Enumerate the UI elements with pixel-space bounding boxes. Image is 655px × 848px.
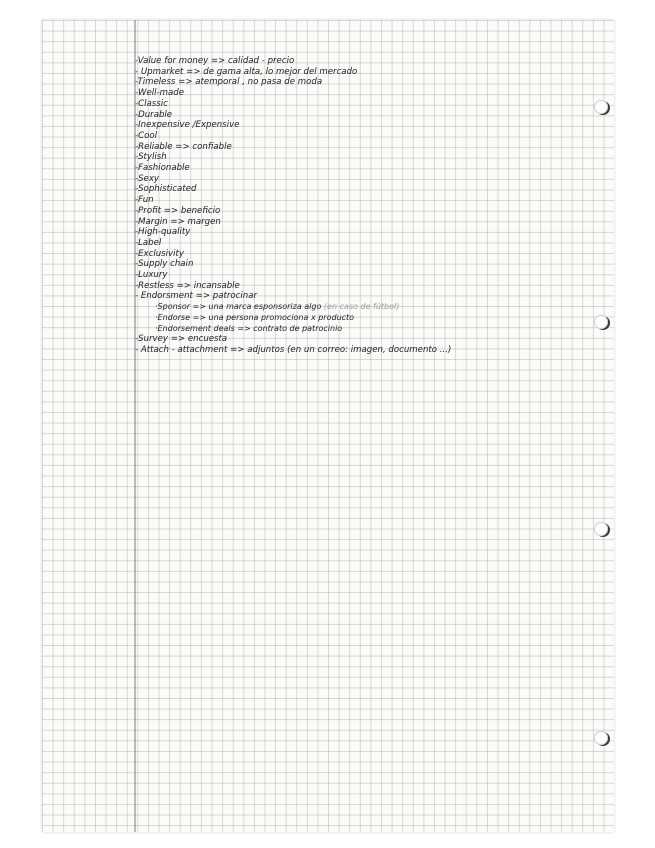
note-line: -Cool bbox=[135, 130, 158, 141]
note-line: -Classic bbox=[135, 98, 168, 109]
note-line: -Survey => encuesta bbox=[135, 334, 228, 345]
note-line: - Attach - attachment => adjuntos (en un correo: imagen, documento ...) bbox=[135, 344, 452, 355]
punch-hole-1 bbox=[594, 100, 608, 114]
handwritten-notes bbox=[135, 56, 555, 356]
note-line: -Label bbox=[135, 237, 162, 248]
note-line: -Margin => margen bbox=[135, 216, 221, 227]
note-subline bbox=[135, 302, 555, 313]
note-subline-text: ·Sponsor => una marca esponsoriza algo bbox=[155, 302, 322, 312]
note-line: -Well-made bbox=[135, 88, 184, 99]
note-line: -Sophisticated bbox=[135, 184, 197, 195]
note-line: -Exclusivity bbox=[135, 248, 184, 259]
note-line: -Restless => incansable bbox=[135, 280, 240, 291]
note-line: -Profit => beneficio bbox=[135, 205, 221, 216]
note-line: -High-quality bbox=[135, 227, 191, 238]
note-line: -Luxury bbox=[135, 270, 168, 281]
punch-hole-4 bbox=[594, 731, 608, 745]
punch-hole-2 bbox=[594, 315, 608, 329]
note-line: -Value for money => calidad - precio bbox=[135, 56, 295, 66]
note-line: -Reliable => confiable bbox=[135, 141, 232, 152]
note-line: - Endorsment => patrocinar bbox=[135, 291, 258, 302]
note-line: -Durable bbox=[135, 109, 173, 120]
note-line: - Upmarket => de gama alta, lo mejor del mercado bbox=[135, 66, 358, 77]
note-subline: ·Endorsement deals => contrato de patrocinio bbox=[155, 323, 343, 333]
note-faint-annotation: (en caso de fútbol) bbox=[323, 302, 400, 312]
note-line: -Timeless => atemporal , no pasa de moda bbox=[135, 77, 323, 88]
note-line: -Fashionable bbox=[135, 163, 190, 174]
note-line: -Supply chain bbox=[135, 259, 194, 270]
note-line: -Stylish bbox=[135, 152, 167, 163]
note-line: -Sexy bbox=[135, 173, 160, 184]
note-line: -Fun bbox=[135, 195, 154, 206]
note-line: -Inexpensive /Expensive bbox=[135, 120, 240, 131]
punch-hole-3 bbox=[594, 522, 608, 536]
note-subline: ·Endorse => una persona promociona x producto bbox=[155, 312, 355, 322]
